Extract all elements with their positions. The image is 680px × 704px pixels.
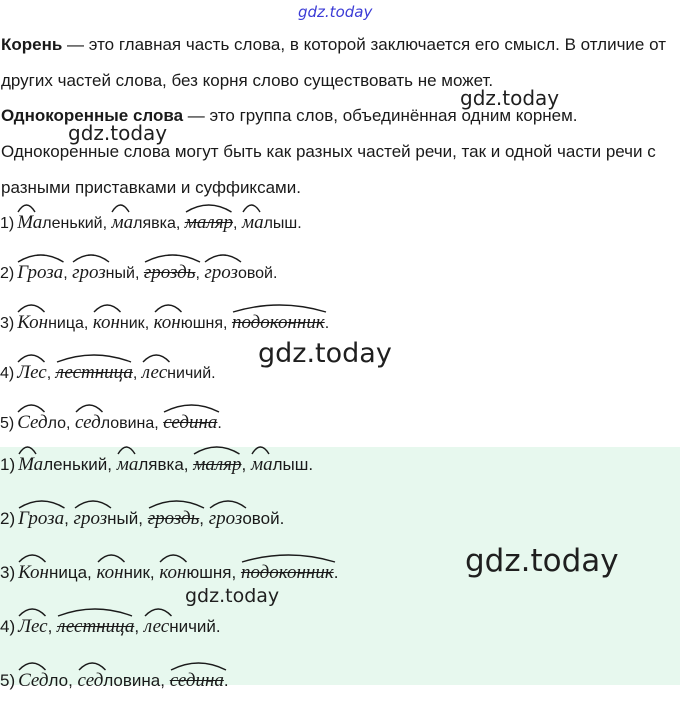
- row-number: 4): [0, 617, 16, 636]
- punctuation: ,: [134, 265, 140, 282]
- punctuation: ,: [83, 315, 89, 332]
- root-arc-icon: [17, 351, 46, 363]
- punctuation: ,: [175, 215, 181, 232]
- exercise-row: [0, 412, 222, 446]
- root-arc-icon: [93, 301, 122, 313]
- word-ending: лыш: [263, 215, 298, 232]
- word-ending: ник: [123, 563, 150, 582]
- root-arc-icon: [204, 251, 242, 263]
- word-root: гроз: [209, 508, 243, 530]
- root-arc-icon: [18, 497, 66, 509]
- punctuation: ,: [102, 215, 108, 232]
- row-number: 3): [0, 315, 15, 332]
- word-ending: лявка: [138, 455, 184, 474]
- root-arc-icon: [232, 301, 327, 313]
- root-arc-icon: [97, 551, 126, 563]
- punctuation: ,: [134, 617, 140, 636]
- word-ending: ничий: [169, 617, 216, 636]
- row-number: 5): [0, 415, 15, 432]
- word: [117, 455, 189, 474]
- word-root: Кон: [17, 312, 48, 334]
- answer-row: [0, 670, 229, 704]
- word-root: Сед: [18, 670, 48, 692]
- word-root: Ма: [17, 212, 42, 234]
- root-arc-icon: [209, 497, 247, 509]
- word-ending: овой: [242, 509, 280, 528]
- word: [18, 509, 69, 528]
- punctuation: ,: [87, 563, 92, 582]
- word-ending: ничий: [167, 365, 212, 382]
- punctuation: .: [223, 671, 229, 690]
- root-arc-icon: [74, 497, 112, 509]
- word: [144, 617, 221, 636]
- punctuation: .: [279, 509, 285, 528]
- word: [17, 362, 52, 383]
- root-arc-icon: [17, 251, 65, 263]
- word-root: подоконник: [232, 312, 325, 334]
- word-root: подоконник: [241, 562, 334, 584]
- root-arc-icon: [17, 401, 46, 413]
- word: [193, 455, 246, 474]
- punctuation: ,: [132, 365, 138, 382]
- watermark: gdz.today: [460, 86, 560, 110]
- cognates-definition-text: — это группа слов, объединённая одним корнем.: [183, 106, 578, 125]
- word-root: кон: [93, 312, 120, 334]
- answer-row: [0, 616, 221, 650]
- punctuation: ,: [107, 455, 112, 474]
- punctuation: ,: [68, 671, 73, 690]
- root-arc-icon: [185, 201, 233, 213]
- punctuation: ,: [195, 265, 200, 282]
- root-arc-icon: [75, 401, 104, 413]
- punctuation: ,: [183, 455, 189, 474]
- punctuation: ,: [47, 617, 53, 636]
- word: [17, 312, 89, 333]
- exercise-row: [0, 262, 277, 296]
- word: [72, 262, 140, 283]
- word-root: лес: [144, 616, 169, 638]
- watermark: gdz.today: [258, 338, 392, 369]
- root-definition-text: — это главная часть слова, в которой заключается его смысл. В отличие от других частей слова, без корня слово существовать не может.: [1, 35, 666, 90]
- answer-row: [0, 454, 313, 488]
- word: [241, 212, 302, 233]
- punctuation: ,: [149, 563, 155, 582]
- word: [209, 509, 285, 528]
- punctuation: ,: [241, 455, 247, 474]
- word-root: ма: [117, 454, 139, 476]
- cognates-note: Однокоренные слова могут быть как разных частей речи, так и одной части речи с разными приставками и суффиксами.: [1, 142, 656, 197]
- row-number: 5): [0, 671, 16, 690]
- word: [204, 262, 278, 283]
- word-root: кон: [154, 312, 181, 334]
- punctuation: .: [333, 563, 339, 582]
- punctuation: ,: [154, 415, 159, 432]
- root-arc-icon: [18, 659, 47, 671]
- root-arc-icon: [18, 605, 47, 617]
- word-ending: ник: [119, 315, 145, 332]
- word-root: сед: [78, 670, 104, 692]
- word: [55, 362, 138, 383]
- punctuation: .: [215, 617, 221, 636]
- word-root: лестница: [56, 362, 133, 384]
- word-root: Лес: [18, 616, 47, 638]
- punctuation: .: [211, 365, 216, 382]
- root-arc-icon: [251, 443, 270, 455]
- word-root: сед: [75, 412, 101, 434]
- word-ending: лявка: [133, 215, 176, 232]
- watermark: gdz.today: [298, 3, 373, 21]
- word: [170, 671, 229, 690]
- answer-row: [0, 562, 338, 596]
- word: [18, 671, 73, 690]
- word: [97, 563, 155, 582]
- word: [18, 617, 52, 636]
- word-ending: лыш: [272, 455, 309, 474]
- exercise-row: [0, 212, 302, 246]
- term-cognates: Однокоренные слова: [1, 106, 184, 125]
- word-ending: ленький: [42, 215, 103, 232]
- word: [111, 212, 181, 233]
- punctuation: ,: [66, 415, 71, 432]
- word: [18, 563, 92, 582]
- root-arc-icon: [144, 605, 173, 617]
- root-arc-icon: [18, 443, 37, 455]
- word-root: седина: [163, 412, 217, 434]
- punctuation: ,: [63, 265, 68, 282]
- root-arc-icon: [18, 551, 47, 563]
- punctuation: ,: [144, 315, 150, 332]
- word-root: Сед: [17, 412, 47, 434]
- punctuation: ,: [233, 215, 238, 232]
- word-root: кон: [159, 562, 186, 584]
- term-root: Корень: [1, 35, 63, 54]
- punctuation: ,: [223, 315, 228, 332]
- root-arc-icon: [159, 551, 188, 563]
- word: [18, 455, 112, 474]
- word-ending: ный: [107, 509, 139, 528]
- punctuation: .: [324, 315, 330, 332]
- word: [74, 509, 143, 528]
- word: [92, 312, 150, 333]
- row-number: 1): [0, 455, 16, 474]
- watermark: gdz.today: [68, 121, 168, 145]
- root-arc-icon: [142, 351, 171, 363]
- word-root: маляр: [193, 454, 241, 476]
- watermark: gdz.today: [185, 585, 280, 607]
- root-arc-icon: [241, 551, 336, 563]
- root-arc-icon: [17, 301, 46, 313]
- row-number: 4): [0, 365, 15, 382]
- word-ending: юшня: [180, 315, 224, 332]
- word-root: гроздь: [148, 508, 200, 530]
- word-ending: юшня: [186, 563, 232, 582]
- word-root: седина: [170, 670, 224, 692]
- word: [184, 212, 238, 233]
- word-ending: ница: [48, 315, 84, 332]
- word-root: Гроза: [18, 508, 64, 530]
- word-root: лес: [142, 362, 167, 384]
- root-definition: [1, 27, 676, 99]
- word-root: лестница: [57, 616, 134, 638]
- word: [17, 212, 108, 233]
- word-root: маляр: [185, 212, 233, 234]
- word-ending: ный: [105, 265, 135, 282]
- root-arc-icon: [148, 497, 205, 509]
- word: [141, 362, 216, 383]
- root-arc-icon: [117, 443, 136, 455]
- word-root: гроздь: [144, 262, 196, 284]
- word: [153, 312, 228, 333]
- word-ending: ловина: [103, 671, 161, 690]
- word-root: ма: [111, 212, 133, 234]
- word-root: ма: [251, 454, 273, 476]
- punctuation: ,: [160, 671, 165, 690]
- answer-row: [0, 508, 284, 542]
- root-arc-icon: [57, 605, 133, 617]
- root-arc-icon: [78, 659, 107, 671]
- root-arc-icon: [242, 201, 261, 213]
- punctuation: ,: [231, 563, 237, 582]
- word: [159, 563, 236, 582]
- word: [251, 455, 313, 474]
- root-arc-icon: [144, 251, 201, 263]
- root-arc-icon: [17, 201, 36, 213]
- root-arc-icon: [193, 443, 241, 455]
- root-arc-icon: [72, 251, 110, 263]
- word-ending: ловина: [100, 415, 155, 432]
- word: [148, 509, 204, 528]
- root-arc-icon: [163, 401, 220, 413]
- word-root: Ма: [18, 454, 43, 476]
- watermark: gdz.today: [465, 543, 619, 579]
- punctuation: ,: [46, 365, 52, 382]
- word-root: Гроза: [17, 262, 63, 284]
- word: [57, 617, 139, 636]
- word-ending: ло: [48, 671, 69, 690]
- punctuation: ,: [64, 509, 69, 528]
- word: [163, 412, 222, 433]
- word-ending: ленький: [43, 455, 108, 474]
- word-root: Кон: [18, 562, 49, 584]
- word-root: гроз: [72, 262, 106, 284]
- word: [231, 312, 330, 333]
- root-arc-icon: [111, 201, 130, 213]
- word: [143, 262, 200, 283]
- word: [17, 412, 71, 433]
- root-arc-icon: [154, 301, 183, 313]
- punctuation: ,: [138, 509, 143, 528]
- word: [17, 262, 68, 283]
- exercise-row: [0, 362, 216, 396]
- word-ending: овой: [237, 265, 273, 282]
- word-root: кон: [97, 562, 124, 584]
- punctuation: .: [308, 455, 314, 474]
- row-number: 2): [0, 509, 16, 528]
- word-root: гроз: [204, 262, 238, 284]
- punctuation: .: [297, 215, 302, 232]
- word-ending: ница: [48, 563, 88, 582]
- punctuation: .: [273, 265, 278, 282]
- word-ending: ло: [47, 415, 67, 432]
- row-number: 3): [0, 563, 16, 582]
- row-number: 2): [0, 265, 15, 282]
- row-number: 1): [0, 215, 15, 232]
- word: [78, 671, 165, 690]
- root-arc-icon: [56, 351, 132, 363]
- word-root: гроз: [74, 508, 108, 530]
- word: [74, 412, 159, 433]
- punctuation: .: [217, 415, 222, 432]
- word: [241, 563, 339, 582]
- word-root: Лес: [17, 362, 46, 384]
- punctuation: ,: [199, 509, 205, 528]
- root-arc-icon: [170, 659, 227, 671]
- word-root: ма: [242, 212, 264, 234]
